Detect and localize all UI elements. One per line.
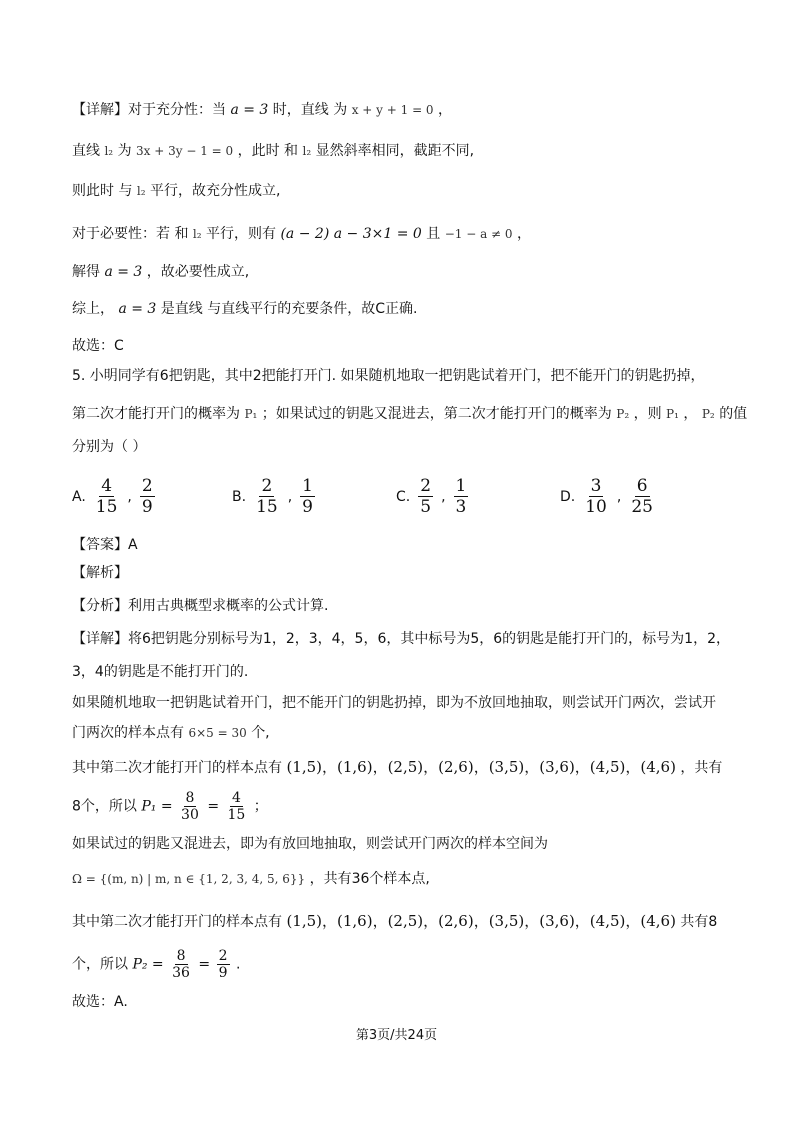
numerator: 4 [101,476,113,496]
option-label: C. [396,488,411,505]
denominator: 15 [256,497,278,517]
fraction [94,476,120,517]
question-5-line-1: 5. 小明同学有6把钥匙，其中2把能打开门. 如果随机地取一把钥匙试着开门，把不能开门的钥匙扔掉， [72,368,705,384]
solution-line-8 [72,869,430,889]
fraction [170,948,192,981]
solution-line-1: 【详解】将6把钥匙分别标号为1，2，3，4，5，6，其中标号为5，6的钥匙是能打开门的，标号为1，2， [72,631,730,647]
numerator: 8 [185,790,195,806]
text: 共有8 [680,914,718,930]
text: ，共有36个样本点, [309,871,430,887]
denominator: 30 [181,807,199,823]
fraction [226,790,248,823]
text: ； [253,798,268,815]
option-label: B. [232,488,247,505]
math-line-equation: 3x + 3y − 1 = 0 [136,144,234,158]
text: 对于必要性：若 和 [72,226,189,242]
text: 个, [251,725,270,741]
detail-line-5 [72,262,249,282]
math-a-eq-3: a = 3 [230,102,269,118]
text: 综上， [72,301,114,317]
numerator: 6 [636,476,648,496]
math-sample-points: (1,5)，(1,6)，(2,5)，(2,6)，(3,5)，(3,6)，(4,5)，(4,6) [286,912,676,930]
denominator: 9 [302,497,313,517]
fraction [629,476,655,517]
numerator: 3 [590,476,602,496]
numerator: 2 [261,476,273,496]
separator: , [127,488,132,505]
detail-line-4 [72,224,531,244]
question-5-line-3: 分别为（ ） [72,439,147,455]
math-sample-space: Ω = {(m, n) | m, n ∈ {1, 2, 3, 4, 5, 6}} [72,872,306,886]
fraction [217,948,230,981]
separator: , [287,488,293,505]
numerator: 2 [218,948,228,964]
math-condition: (a − 2) a − 3×1 = 0 [280,226,422,242]
separator: , [441,488,446,505]
detail-line-6 [72,299,417,319]
text: 其中第二次才能打开门的样本点有 [72,760,282,776]
choice-a: 故选：A. [72,994,128,1010]
option-a[interactable] [72,476,157,517]
analysis-heading: 【解析】 [72,565,128,581]
denominator: 3 [455,497,467,517]
denominator: 15 [227,807,246,823]
option-b[interactable] [232,476,317,517]
math-product: 6×5 = 30 [188,726,247,740]
denominator: 25 [631,497,653,517]
question-5-line-2 [72,404,747,424]
option-label: A. [72,488,86,505]
fraction [179,790,201,823]
solution-line-5 [72,757,722,778]
numerator: 4 [231,790,241,806]
detail-line-2 [72,141,474,161]
text: 平行，则有 [206,226,277,242]
solution-line-2: 3，4的钥匙是不能打开门的. [72,664,249,680]
math-l2: l₂ [302,144,312,158]
denominator: 36 [172,965,190,981]
choice-c: 故选：C [72,338,124,354]
solution-line-3: 如果随机地取一把钥匙试着开门，把不能开门的钥匙扔掉，即为不放回地抽取，则尝试开门两次，尝试开 [72,695,716,711]
solution-line-10 [72,948,240,981]
separator: , [616,488,622,505]
math-l2: l₂ [136,184,146,198]
math-condition: −1 − a ≠ 0 [444,227,513,241]
text: 直线 [72,143,100,159]
option-label: D. [560,488,576,505]
text: 则此时 与 [72,183,133,199]
fraction [583,476,609,517]
math-p1: P₁ = [141,798,173,815]
solution-line-7: 如果试过的钥匙又混进去，即为有放回地抽取，则尝试开门两次的样本空间为 [72,836,548,852]
text: 是直线 与直线平行的充要条件，故C正确. [160,301,418,317]
numerator: 1 [302,476,313,496]
numerator: 8 [176,948,186,964]
option-d[interactable] [560,476,657,517]
text: ；如果试过的钥匙又混进去，第二次才能打开门的概率为 [261,406,612,422]
text: 的值 [719,406,748,422]
text: 为 [117,143,132,159]
denominator: 5 [420,497,432,517]
math-p1: P₁ [666,407,679,421]
math-a-eq-3: a = 3 [104,264,143,280]
text: 其中第二次才能打开门的样本点有 [72,914,282,930]
text: 且 [426,226,441,242]
text: . [235,956,241,973]
math-a-eq-3: a = 3 [118,301,157,317]
text: ，则 [633,406,662,422]
detail-line-1 [72,100,452,120]
math-l2: l₂ [104,144,114,158]
option-c[interactable] [396,476,470,517]
answer: 【答案】A [72,537,138,553]
text: 门两次的样本点有 [72,725,184,741]
fraction [418,476,433,517]
math-p2: P₂ = [132,956,164,973]
text: 解得 [72,264,100,280]
numerator: 2 [141,476,153,496]
fraction [454,476,469,517]
math-p1: P₁ [244,407,258,421]
text: 平行，故充分性成立, [150,183,281,199]
detail-line-3 [72,181,280,201]
fraction [140,476,155,517]
math-p2: P₂ [701,407,715,421]
fraction [300,476,315,517]
math-l2: l₂ [192,227,202,241]
text: ，此时 和 [237,143,299,159]
denominator: 15 [95,497,118,517]
equals-sign: = [207,798,220,815]
math-p2: P₂ [616,407,630,421]
text: ，共有 [680,760,723,776]
text: 【详解】对于充分性：当 [72,102,226,118]
text: ， [517,226,532,242]
text: 时，直线 为 [272,102,348,118]
text: 8个，所以 [72,798,137,815]
text: 第二次才能打开门的概率为 [72,406,240,422]
denominator: 9 [218,965,228,981]
text: ，故必要性成立, [146,264,250,280]
fraction [254,476,280,517]
text: 显然斜率相同，截距不同, [315,143,475,159]
numerator: 2 [420,476,432,496]
math-sample-points: (1,5)，(1,6)，(2,5)，(2,6)，(3,5)，(3,6)，(4,5)，(4,6) [286,758,676,776]
denominator: 10 [585,497,607,517]
fenxi: 【分析】利用古典概型求概率的公式计算. [72,598,329,614]
equals-sign: = [198,956,211,973]
solution-line-4 [72,723,270,743]
solution-line-9 [72,911,717,932]
numerator: 1 [455,476,467,496]
solution-line-6 [72,790,268,823]
page-footer: 第3页/共24页 [355,1028,438,1043]
text: ， [683,406,698,422]
text: 个，所以 [72,956,128,973]
text: ， [438,102,453,118]
denominator: 9 [141,497,153,517]
math-line-equation: x + y + 1 = 0 [351,103,434,117]
